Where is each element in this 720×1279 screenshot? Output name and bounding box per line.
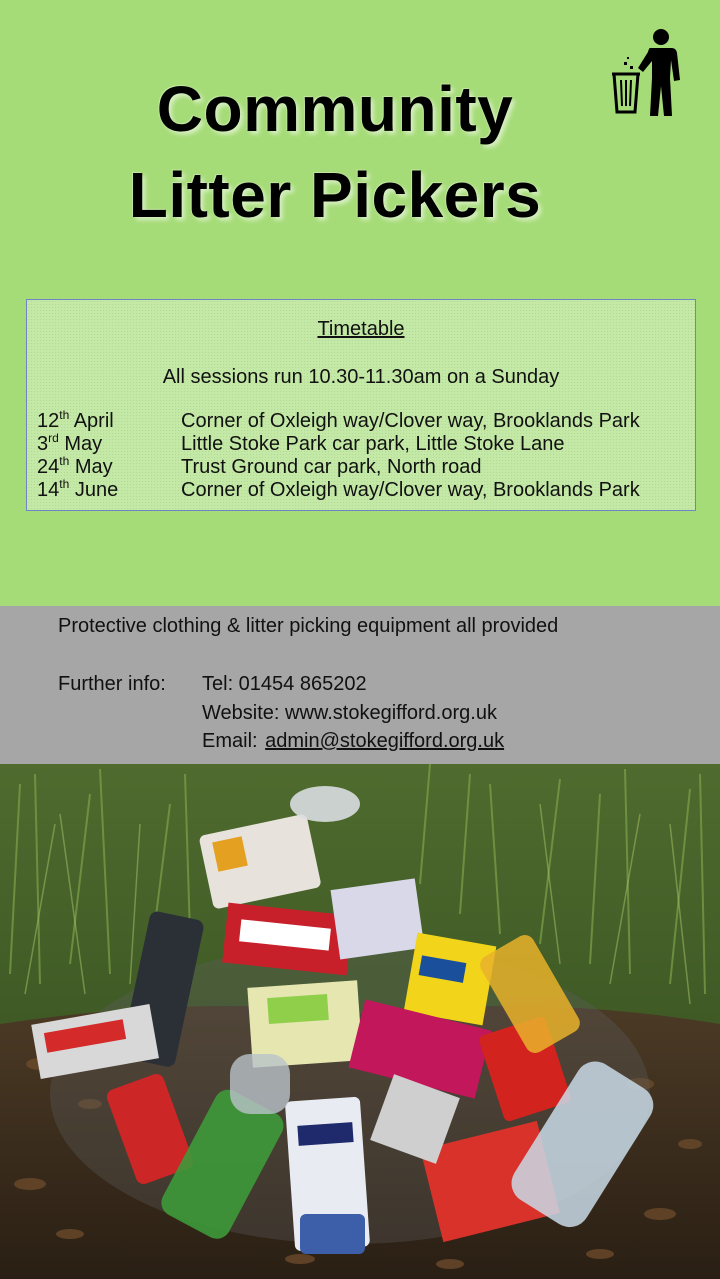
litter-pile-illustration — [0, 764, 720, 1279]
title-line-1: Community — [156, 73, 514, 145]
session-location: Corner of Oxleigh way/Clover way, Brooklands Park — [181, 410, 640, 432]
email-link[interactable]: admin@stokegifford.org.uk — [265, 730, 505, 752]
timetable-box — [26, 299, 696, 511]
timetable-subtitle: All sessions run 10.30-11.30am on a Sunday — [162, 366, 560, 388]
equipment-note: Protective clothing & litter picking equipment all provided — [58, 615, 559, 637]
telephone: Tel: 01454 865202 — [202, 673, 367, 695]
person-throwing-litter-in-bin-icon — [610, 28, 686, 120]
session-location: Trust Ground car park, North road — [181, 456, 482, 478]
title-line-2: Litter Pickers — [128, 159, 542, 231]
email-label: Email: — [202, 730, 258, 752]
litter-pile-photo — [0, 764, 720, 1279]
session-date: 24th May — [37, 454, 113, 478]
website: Website: www.stokegifford.org.uk — [202, 702, 497, 724]
session-date: 3rd May — [37, 431, 103, 455]
session-date: 14th June — [37, 477, 119, 501]
email-line — [202, 730, 504, 753]
header-section — [0, 0, 720, 606]
timetable-heading: Timetable — [317, 318, 405, 340]
session-location: Corner of Oxleigh way/Clover way, Brooklands Park — [181, 479, 640, 501]
info-section — [0, 606, 720, 764]
session-location: Little Stoke Park car park, Little Stoke Lane — [181, 433, 565, 455]
session-date: 12th April — [37, 408, 114, 432]
further-info-label: Further info: — [58, 673, 166, 695]
